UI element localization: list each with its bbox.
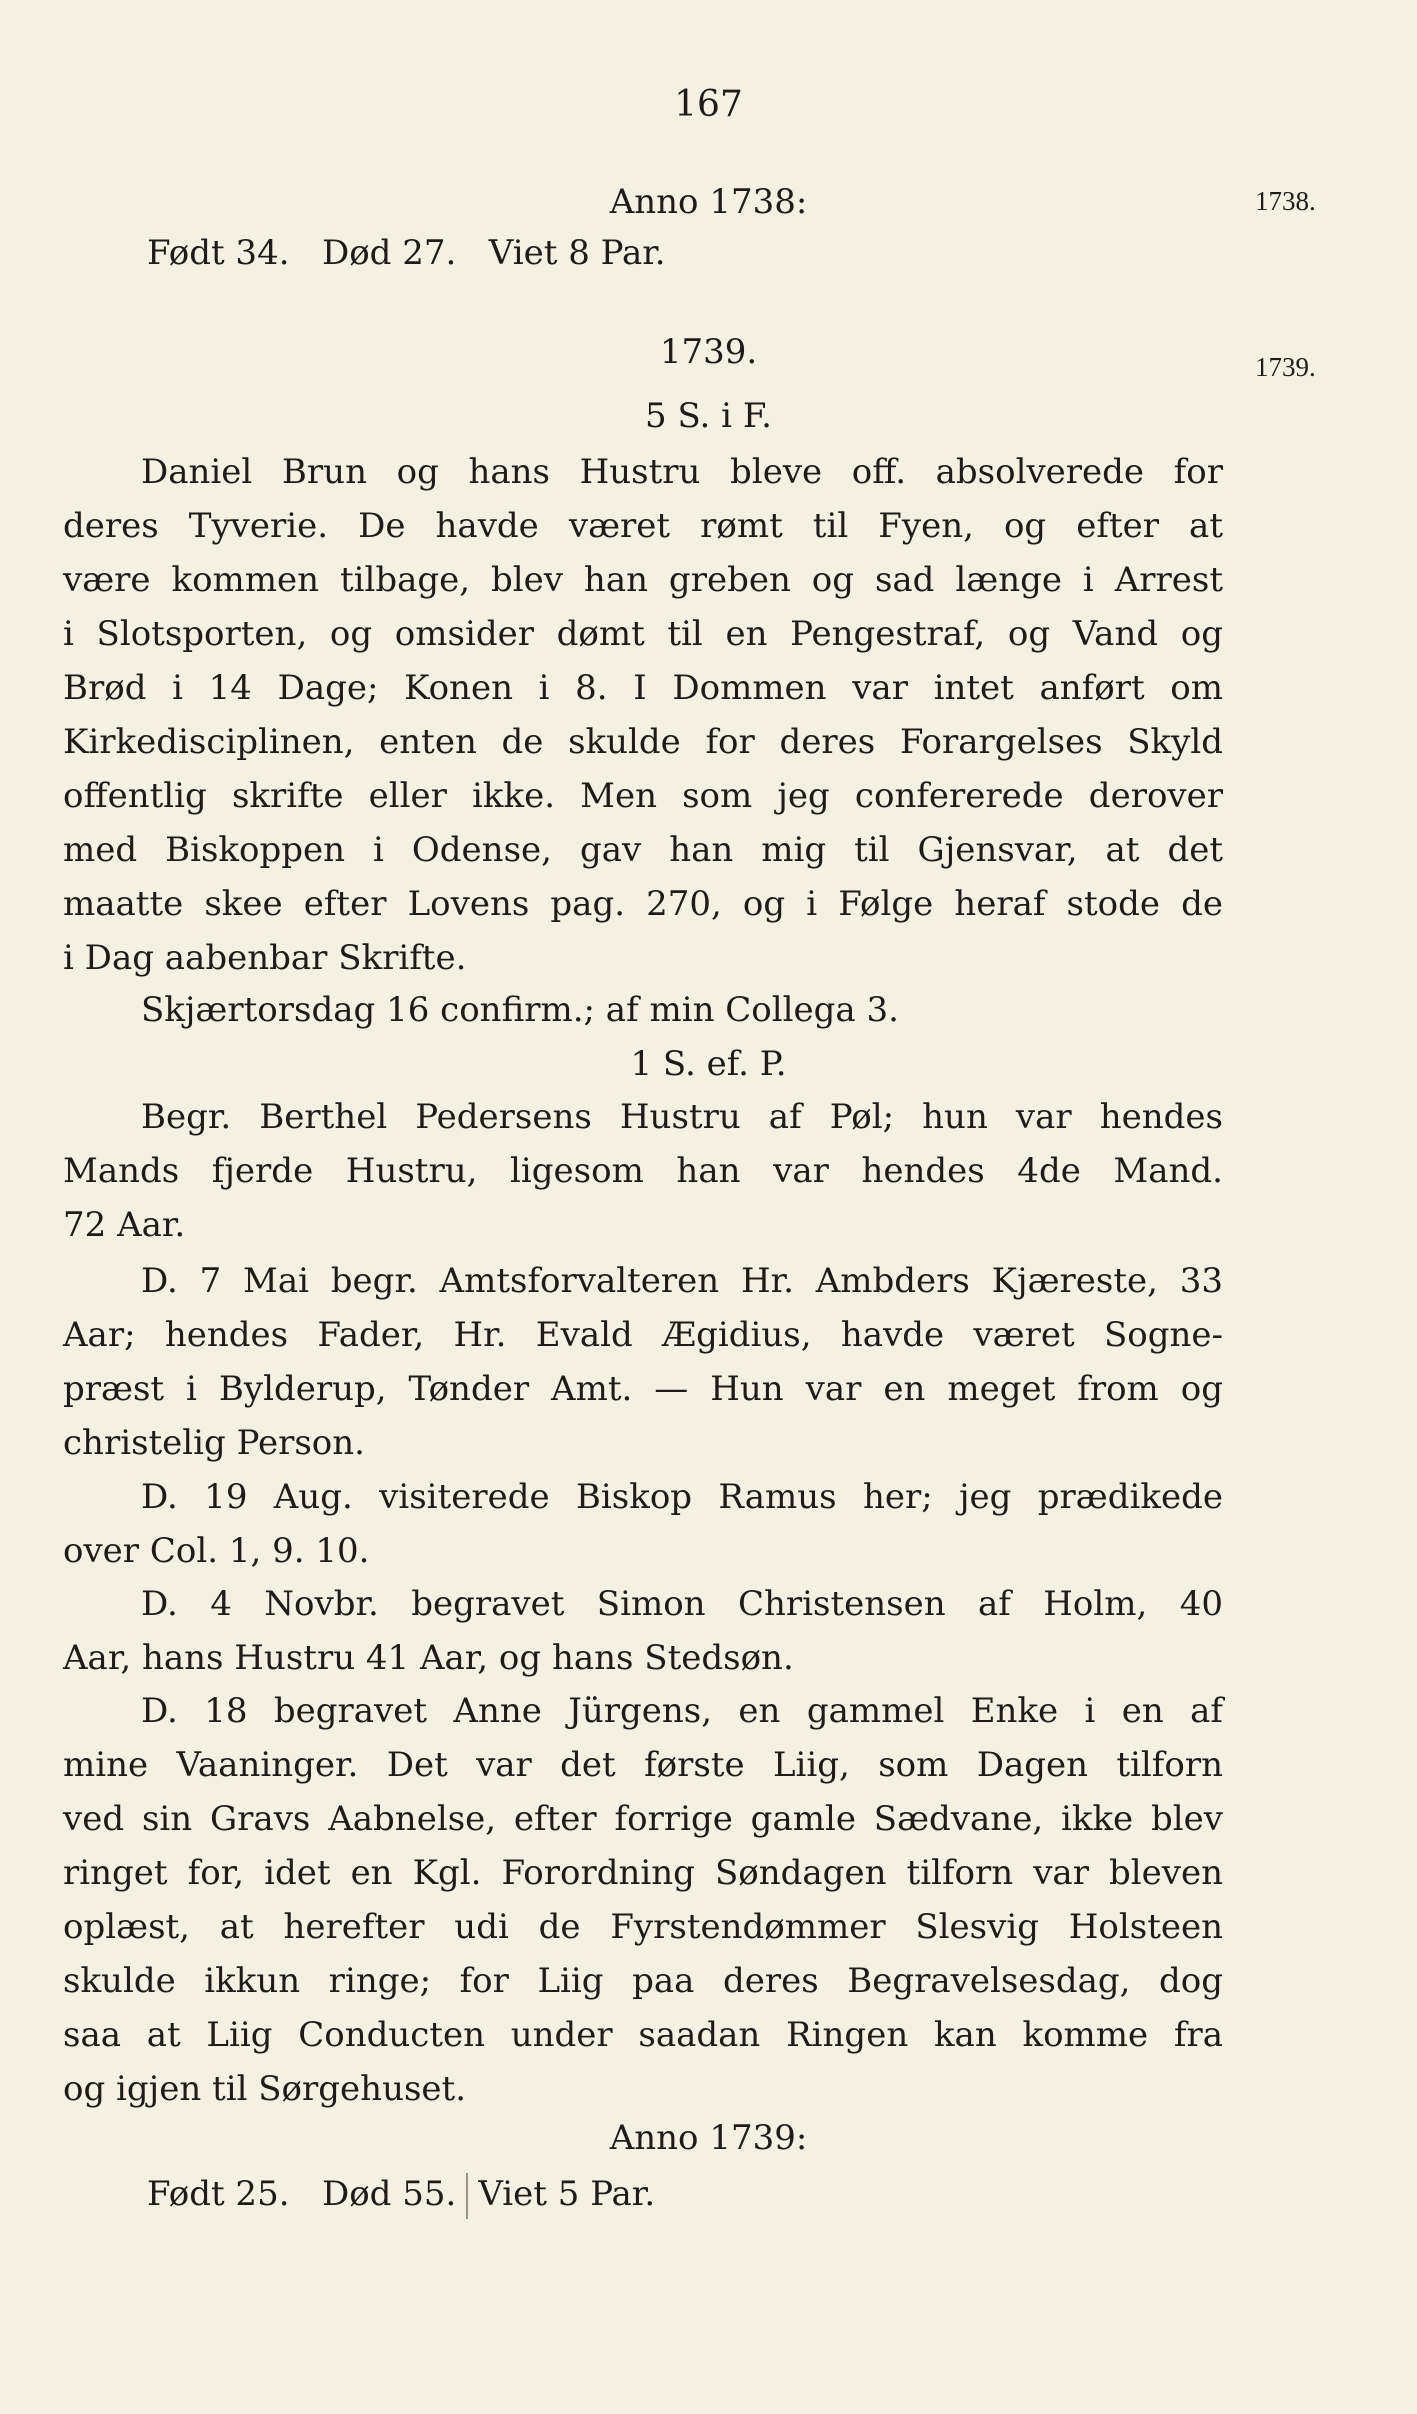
text-line: Begr. Berthel Pedersens Hustru af Pøl; hun var hendes <box>141 1097 1223 1137</box>
text-line: være kommen tilbage, blev han greben og sad længe i Arrest <box>63 560 1223 600</box>
text-line: ringet for, idet en Kgl. Forordning Søndagen tilforn var bleven <box>63 1853 1223 1893</box>
heading-anno-1738: Anno 1738: <box>609 182 808 222</box>
text-line: Brød i 14 Dage; Konen i 8. I Dommen var intet anført om <box>63 668 1223 708</box>
confirmation-line: Skjærtorsdag 16 confirm.; af min Collega 3. <box>141 990 899 1030</box>
text-line: Mands fjerde Hustru, ligesom han var hendes 4de Mand. <box>63 1151 1223 1191</box>
page-number: 167 <box>674 84 743 125</box>
born-count: Født 25. <box>147 2174 290 2214</box>
text-line: christelig Person. <box>63 1423 365 1463</box>
paragraph-burial-christensen <box>63 1577 1223 1685</box>
reference-5-s-i-f: 5 S. i F. <box>645 396 772 436</box>
reference-1-s-ef-p: 1 S. ef. P. <box>630 1044 787 1084</box>
paragraph-brun-absolution <box>63 445 1223 985</box>
born-count: Født 34. <box>147 233 290 273</box>
stats-1738 <box>147 233 666 273</box>
text-line: D. 7 Mai begr. Amtsforvalteren Hr. Ambders Kjæreste, 33 <box>141 1261 1223 1301</box>
text-line: i Slotsporten, og omsider dømt til en Pengestraf, og Vand og <box>63 614 1223 654</box>
text-line: offentlig skrifte eller ikke. Men som jeg confererede derover <box>63 776 1223 816</box>
text-line: over Col. 1, 9. 10. <box>63 1531 370 1571</box>
marriage-count: Viet 5 Par. <box>478 2174 656 2214</box>
text-line: D. 4 Novbr. begravet Simon Christensen af Holm, 40 <box>141 1584 1223 1624</box>
text-line: ved sin Gravs Aabnelse, efter forrige gamle Sædvane, ikke blev <box>63 1799 1223 1839</box>
text-line: Kirkedisciplinen, enten de skulde for deres Forargelses Skyld <box>63 722 1223 762</box>
text-line: D. 19 Aug. visiterede Biskop Ramus her; jeg prædikede <box>141 1477 1223 1517</box>
text-line: saa at Liig Conducten under saadan Ringen kan komme fra <box>63 2015 1223 2055</box>
pencil-mark <box>466 2173 468 2219</box>
text-line: og igjen til Sørgehuset. <box>63 2069 467 2109</box>
death-count: Død 27. <box>321 233 457 273</box>
text-line: D. 18 begravet Anne Jürgens, en gammel Enke i en af <box>141 1691 1223 1731</box>
text-line: Aar, hans Hustru 41 Aar, og hans Stedsøn. <box>63 1638 794 1678</box>
margin-note-1738: 1738. <box>1255 186 1316 216</box>
paragraph-burial-pedersen <box>63 1090 1223 1252</box>
text-line: Daniel Brun og hans Hustru bleve off. absolverede for <box>141 452 1223 492</box>
margin-note-1739: 1739. <box>1255 352 1316 382</box>
heading-anno-1739: Anno 1739: <box>609 2118 808 2158</box>
paragraph-visitation <box>63 1470 1223 1578</box>
text-line: deres Tyverie. De havde været rømt til Fyen, og efter at <box>63 506 1223 546</box>
text-line: 72 Aar. <box>63 1205 186 1245</box>
marriage-count: Viet 8 Par. <box>488 233 666 273</box>
text-line: skulde ikkun ringe; for Liig paa deres Begravelsesdag, dog <box>63 1961 1223 2001</box>
death-count: Død 55. <box>321 2174 457 2214</box>
text-line: oplæst, at herefter udi de Fyrstendømmer Slesvig Holsteen <box>63 1907 1223 1947</box>
text-line: med Biskoppen i Odense, gav han mig til Gjensvar, at det <box>63 830 1223 870</box>
paragraph-burial-ambders <box>63 1254 1223 1470</box>
stats-1739 <box>147 2173 655 2219</box>
text-line: mine Vaaninger. Det var det første Liig, som Dagen tilforn <box>63 1745 1223 1785</box>
text-line: maatte skee efter Lovens pag. 270, og i Følge heraf stode de <box>63 884 1223 924</box>
year-heading-1739: 1739. <box>659 332 758 372</box>
text-line: præst i Bylderup, Tønder Amt. — Hun var en meget from og <box>63 1369 1223 1409</box>
text-line: i Dag aabenbar Skrifte. <box>63 938 467 978</box>
text-line: Aar; hendes Fader, Hr. Evald Ægidius, havde været Sogne- <box>63 1315 1223 1355</box>
paragraph-burial-jurgens <box>63 1684 1223 2116</box>
